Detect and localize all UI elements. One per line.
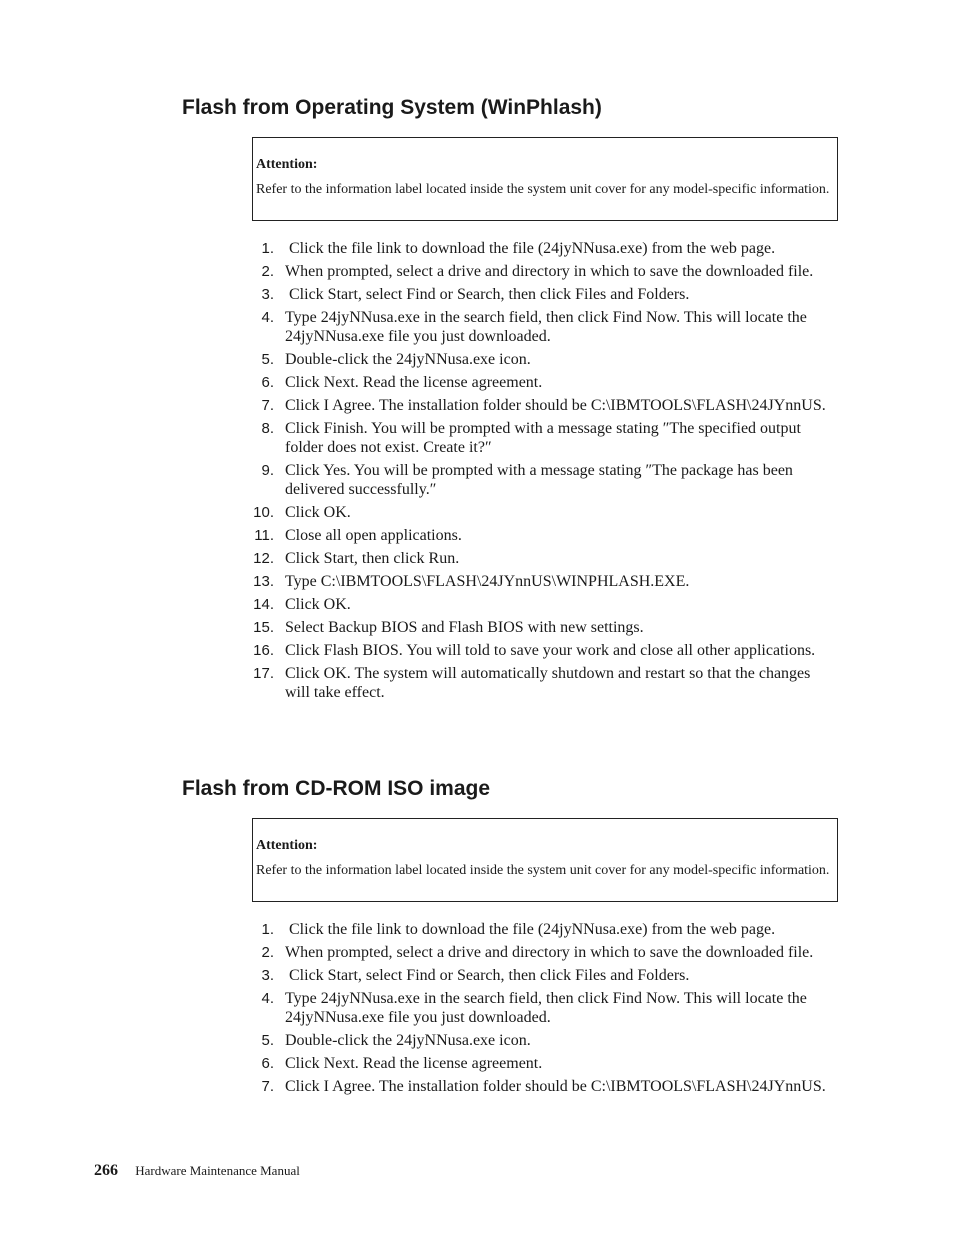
list-item [0, 350, 830, 369]
list-item [0, 262, 830, 281]
step-number: 3. [261, 967, 274, 984]
step-number: 15. [253, 619, 274, 636]
step-number: 5. [261, 1032, 274, 1049]
page-number: 266 [94, 1162, 118, 1179]
section2-attention-box [252, 818, 838, 902]
step-text: Click I Agree. The installation folder should be C:\IBMTOOLS\FLASH\24JYnnUS. [285, 397, 826, 414]
list-item [0, 549, 830, 568]
manual-title: Hardware Maintenance Manual [135, 1163, 300, 1178]
section2-steps-list [0, 920, 954, 1100]
step-text: Click the file link to download the file (24jyNNusa.exe) from the web page. [285, 240, 776, 257]
list-item [0, 943, 830, 962]
step-number: 8. [261, 420, 274, 437]
step-text: Double-click the 24jyNNusa.exe icon. [285, 1032, 531, 1049]
step-text: Type 24jyNNusa.exe in the search field, then click Find Now. This will locate the 24jyNNusa.exe file you just downloaded. [285, 309, 807, 345]
section1-attention-box [252, 137, 838, 221]
step-text: Click Start, then click Run. [285, 550, 460, 567]
step-text: Type 24jyNNusa.exe in the search field, then click Find Now. This will locate the 24jyNNusa.exe file you just downloaded. [285, 990, 807, 1026]
step-number: 5. [261, 351, 274, 368]
step-text: Click Yes. You will be prompted with a message stating ″The package has been delivered successfully.″ [285, 462, 793, 498]
step-number: 7. [261, 1078, 274, 1095]
list-item [0, 641, 830, 660]
step-text: Click Start, select Find or Search, then click Files and Folders. [285, 286, 690, 303]
step-number: 4. [261, 309, 274, 326]
section2-attention-text: Refer to the information label located inside the system unit cover for any model-specific information. [256, 863, 830, 878]
step-number: 11. [254, 527, 274, 544]
step-number: 17. [253, 665, 274, 682]
step-text: Select Backup BIOS and Flash BIOS with new settings. [285, 619, 644, 636]
page-footer [94, 1162, 300, 1180]
list-item [0, 373, 830, 392]
list-item [0, 920, 830, 939]
step-text: Click OK. [285, 596, 351, 613]
step-number: 2. [261, 944, 274, 961]
step-number: 6. [261, 1055, 274, 1072]
list-item [0, 1031, 830, 1050]
step-text: Click Next. Read the license agreement. [285, 1055, 543, 1072]
list-item [0, 285, 830, 304]
step-text: When prompted, select a drive and directory in which to save the downloaded file. [285, 944, 814, 961]
step-text: Click I Agree. The installation folder should be C:\IBMTOOLS\FLASH\24JYnnUS. [285, 1078, 826, 1095]
list-item [0, 419, 830, 457]
step-number: 1. [261, 921, 274, 938]
step-text: Click Finish. You will be prompted with a message stating ″The specified output folder does not exist. Create it?″ [285, 420, 801, 456]
step-number: 12. [253, 550, 274, 567]
step-text: Click OK. The system will automatically shutdown and restart so that the changes will take effect. [285, 665, 811, 701]
step-text: Close all open applications. [285, 527, 462, 544]
step-number: 3. [261, 286, 274, 303]
step-number: 16. [253, 642, 274, 659]
list-item [0, 1077, 830, 1096]
list-item [0, 239, 830, 258]
step-text: Click OK. [285, 504, 351, 521]
step-number: 13. [253, 573, 274, 590]
step-text: When prompted, select a drive and directory in which to save the downloaded file. [285, 263, 814, 280]
section2-attention-title: Attention: [256, 838, 318, 853]
section1-attention-text: Refer to the information label located inside the system unit cover for any model-specific information. [256, 182, 830, 197]
step-text: Click Start, select Find or Search, then click Files and Folders. [285, 967, 690, 984]
step-number: 1. [261, 240, 274, 257]
section2-heading: Flash from CD-ROM ISO image [182, 777, 491, 800]
section1-steps-list [0, 239, 954, 706]
list-item [0, 989, 830, 1027]
list-item [0, 966, 830, 985]
section1-attention-title: Attention: [256, 157, 318, 172]
list-item [0, 503, 830, 522]
list-item [0, 618, 830, 637]
list-item [0, 572, 830, 591]
step-number: 14. [253, 596, 274, 613]
list-item [0, 595, 830, 614]
step-number: 9. [261, 462, 274, 479]
step-text: Type C:\IBMTOOLS\FLASH\24JYnnUS\WINPHLASH.EXE. [285, 573, 690, 590]
step-number: 10. [253, 504, 274, 521]
step-number: 2. [261, 263, 274, 280]
step-number: 7. [261, 397, 274, 414]
step-text: Double-click the 24jyNNusa.exe icon. [285, 351, 531, 368]
list-item [0, 461, 830, 499]
section1-heading: Flash from Operating System (WinPhlash) [182, 96, 602, 119]
step-number: 6. [261, 374, 274, 391]
step-text: Click the file link to download the file (24jyNNusa.exe) from the web page. [285, 921, 776, 938]
list-item [0, 664, 830, 702]
list-item [0, 308, 830, 346]
step-text: Click Next. Read the license agreement. [285, 374, 543, 391]
list-item [0, 396, 830, 415]
list-item [0, 526, 830, 545]
list-item [0, 1054, 830, 1073]
step-number: 4. [261, 990, 274, 1007]
step-text: Click Flash BIOS. You will told to save your work and close all other applications. [285, 642, 816, 659]
